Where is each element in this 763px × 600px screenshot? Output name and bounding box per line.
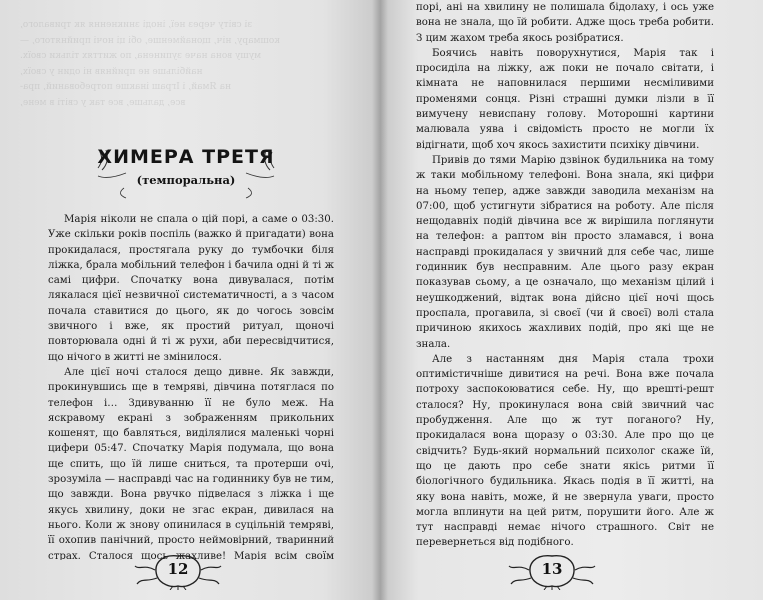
chapter-heading — [96, 146, 276, 202]
bleed-through-text — [20, 18, 350, 118]
left-body-text — [48, 212, 334, 560]
paragraph: Привів до тями Марію дзвінок будильника на тому ж таки мобільному телефоні. Вона знала, які цифри на ньому тепер, адже завжди заводила механізм на 07:00, щоб устигнути зібратися на роботу. Але після нещодавніх подій дівчина все ж вирішила поглянути на телефон: а раптом він просто зламався, і вона насправді прокидалася у звичний для себе час, лише годинник був несправним. Але цього разу екран показував сьому, а це означало, що механізм цілий і неушкоджений, відтак вона дійсно цієї ночі щось проспала, прогавила, зі своєї (чи й своєї) волі стала причиною якихось жахливих подій, про які ще не знала. — [416, 154, 714, 350]
bleed-line: мушу вона наче зупинена, по життях тільки своїх. — [20, 51, 262, 61]
chapter-subtitle: (темпоральна) — [136, 173, 236, 187]
book-gutter — [372, 0, 388, 600]
page-number-ornament — [133, 550, 223, 590]
right-page — [380, 0, 763, 600]
paragraph: Боячись навіть поворухнутися, Марія так і просиділа на ліжку, аж поки не почало світати, і кімната не наповнилася першими несміливими променями сонця. Різні страшні думки лізли в її вимучену невиспану голову. Моторошні картини малювала уява і свідомість просто не могли їх відігнати, щоб хоч якось захистити психіку дівчини. — [416, 47, 714, 151]
page-number-ornament — [507, 550, 597, 590]
page-number: 12 — [167, 560, 189, 578]
bleed-line: на Ямай, і Іграш інакше потребований, пра- — [20, 82, 232, 92]
paragraph: Але цієї ночі сталося дещо дивне. Як завжди, прокинувшись ще в темряві, дівчина потяглася по телефон і… Здивуванню її не було меж. На яскравому екрані з зображенням прикольних кошенят, що бавляться, виділялися маленькі чорні цифери 05:47. Спочатку Марія подумала, що вона ще спить, що їй лише сниться, та протерши очі, зрозуміла — насправді час на годиннику був не тим, що завжди. Вона рвучко підвелася з ліжка і ще якусь хвилину, доки не згас екран, дивилася на нього. Коли ж знову опинилася в суцільній темряві, її охопив панічний, просто неймовірний, тваринний страх. Сталося щось жахливе! Марія всім своїм — [48, 366, 334, 560]
chapter-title: ХИМЕРА ТРЕТЯ — [97, 146, 275, 168]
left-page — [0, 0, 380, 600]
right-body-text — [416, 0, 714, 548]
bleed-line: все, дальше, все так у світі в мене, — [20, 97, 186, 108]
bleed-line: найбільше не прийняв ні один у своїх, — [20, 66, 203, 77]
bleed-line: кошмару, ніч, щонайменше, обі ці ночі прийнятого, — — [20, 35, 280, 46]
page-number: 13 — [541, 560, 563, 578]
paragraph: Марія ніколи не спала о цій порі, а саме о 03:30. Уже скільки років поспіль (важко й пригадати) вона прокидалася, простягала руку до тумбочки біля ліжка, брала мобільний телефон і бачила одні й ті ж самі цифри. Спочатку вона дивувалася, потім лякалася цієї незвичної систематичності, а з часом почала ставитися до цього, як до чогось зовсім звичного і вже, як простий ритуал, щоночі повторювала одні й ті ж рухи, аби пересвідчитися, що нічого в житті не змінилося. — [48, 214, 334, 363]
paragraph: Але з настанням дня Марія стала трохи оптимістичніше дивитися на речі. Вона вже почала потроху заспокоюватися себе. Ну, що врешті-решт сталося? Ну, прокинулася вона свій звичний час пробудження. Але що ж тут поганого? Ну, прокидалася вона щоразу о 03:30. Але про що це свідчить? Будь-який нормальний психолог скаже їй, що це дають про себе знати якісь ритми її біологічного будильника. Якась подія в її житті, на яку вона навіть, може, й не звернула уваги, просто могла вплинути на цей ритм, порушити його. Але ж тут насправді немає нічого страшного. Світ не перевернеться від подібного. — [416, 353, 714, 548]
paragraph: порі, ані на хвилину не полишала бідолаху, і ось уже вона не знала, що їй робити. Адже щось треба робити. З цим жахом треба якось розібратися. — [416, 2, 714, 44]
bleed-line: зі світу через неї, іноді зникнення як тривалого, — [20, 20, 253, 30]
